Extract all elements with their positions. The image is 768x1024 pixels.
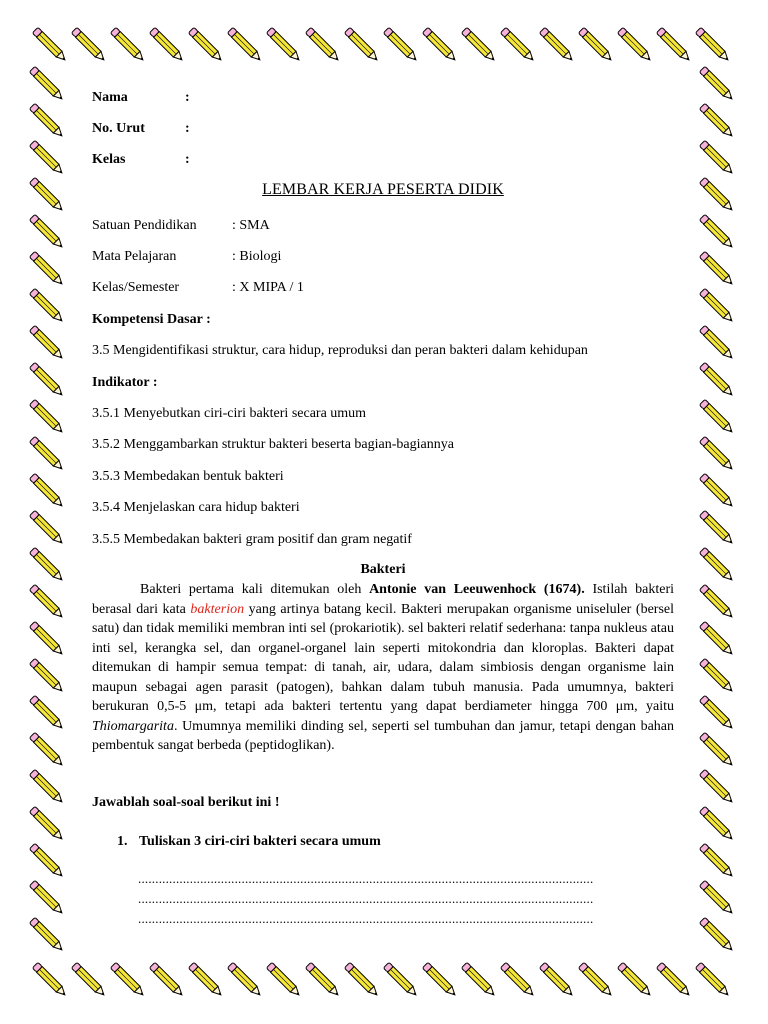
article-paragraph bbox=[92, 580, 674, 756]
pencil-icon bbox=[699, 325, 734, 360]
pencil-icon bbox=[227, 27, 262, 62]
worksheet-title: LEMBAR KERJA PESERTA DIDIK bbox=[262, 181, 504, 198]
pencil-icon bbox=[500, 962, 535, 997]
pencil-icon bbox=[29, 658, 64, 693]
pencil-icon bbox=[699, 880, 734, 915]
answer-line[interactable]: .................................................................................................................................... bbox=[138, 872, 594, 886]
pencil-icon bbox=[29, 288, 64, 323]
pencil-icon bbox=[699, 399, 734, 434]
pencil-icon bbox=[305, 27, 340, 62]
pencil-icon bbox=[422, 27, 457, 62]
kd-text: 3.5 Mengidentifikasi struktur, cara hidup, reproduksi dan peran bakteri dalam kehidupan bbox=[92, 343, 588, 358]
pencil-icon bbox=[699, 177, 734, 212]
pencil-icon bbox=[699, 140, 734, 175]
pencil-icon bbox=[266, 27, 301, 62]
term-bakterion: bakterion bbox=[190, 601, 245, 617]
pencil-icon bbox=[461, 962, 496, 997]
name-separator: : bbox=[185, 90, 190, 105]
pencil-icon bbox=[699, 806, 734, 841]
question-text: Tuliskan 3 ciri-ciri bakteri secara umum bbox=[139, 834, 381, 849]
pencil-icon bbox=[383, 962, 418, 997]
pencil-icon bbox=[539, 27, 574, 62]
pencil-icon bbox=[699, 843, 734, 878]
pencil-icon bbox=[29, 214, 64, 249]
indicator-item: 3.5.3 Membedakan bentuk bakteri bbox=[92, 469, 284, 484]
pencil-icon bbox=[699, 584, 734, 619]
pencil-icon bbox=[461, 27, 496, 62]
pencil-icon bbox=[29, 140, 64, 175]
name-label: Nama bbox=[92, 90, 128, 105]
article-text: Istilah bakteri berasal dari kata bbox=[92, 582, 675, 617]
pencil-icon bbox=[699, 251, 734, 286]
pencil-icon bbox=[305, 962, 340, 997]
indicator-item: 3.5.2 Menggambarkan struktur bakteri beserta bagian-bagiannya bbox=[92, 437, 454, 452]
indicator-heading: Indikator : bbox=[92, 375, 158, 390]
pencil-icon bbox=[344, 27, 379, 62]
info-value: : X MIPA / 1 bbox=[232, 280, 304, 295]
pencil-icon bbox=[422, 962, 457, 997]
pencil-icon bbox=[617, 962, 652, 997]
pencil-icon bbox=[699, 288, 734, 323]
pencil-icon bbox=[29, 362, 64, 397]
pencil-icon bbox=[29, 732, 64, 767]
answer-line[interactable]: .................................................................................................................................... bbox=[138, 892, 594, 906]
pencil-icon bbox=[699, 769, 734, 804]
pencil-icon bbox=[699, 732, 734, 767]
pencil-icon bbox=[29, 177, 64, 212]
class-separator: : bbox=[185, 152, 190, 167]
info-label: Mata Pelajaran bbox=[92, 249, 177, 264]
pencil-icon bbox=[227, 962, 262, 997]
pencil-icon bbox=[29, 917, 64, 952]
pencil-icon bbox=[29, 584, 64, 619]
pencil-icon bbox=[29, 66, 64, 101]
pencil-icon bbox=[188, 962, 223, 997]
pencil-icon bbox=[29, 843, 64, 878]
pencil-icon bbox=[110, 27, 145, 62]
genus-name: Thiomargarita bbox=[92, 718, 174, 734]
pencil-icon bbox=[699, 547, 734, 582]
pencil-icon bbox=[344, 962, 379, 997]
number-label: No. Urut bbox=[92, 121, 145, 136]
pencil-icon bbox=[699, 473, 734, 508]
pencil-icon bbox=[29, 880, 64, 915]
article-text: Bakteri pertama kali ditemukan oleh bbox=[140, 582, 362, 597]
pencil-icon bbox=[578, 27, 613, 62]
pencil-icon bbox=[149, 27, 184, 62]
pencil-icon bbox=[656, 27, 691, 62]
discoverer-name: Antonie van Leeuwenhock (1674). bbox=[369, 582, 585, 597]
pencil-icon bbox=[71, 27, 106, 62]
pencil-icon bbox=[383, 27, 418, 62]
article-text: . Umumnya memiliki dinding sel, seperti sel tumbuhan dan jamur, tetapi dengan bahan pembentuk sangat berbeda (peptidoglikan). bbox=[92, 718, 674, 753]
pencil-icon bbox=[29, 547, 64, 582]
pencil-icon bbox=[500, 27, 535, 62]
pencil-icon bbox=[71, 962, 106, 997]
pencil-icon bbox=[695, 27, 730, 62]
info-value: : SMA bbox=[232, 218, 270, 233]
pencil-icon bbox=[29, 695, 64, 730]
info-label: Kelas/Semester bbox=[92, 280, 180, 295]
pencil-icon bbox=[29, 251, 64, 286]
article-text: yang artinya batang kecil. Bakteri merupakan organisme uniseluler (bersel satu) dan tidak memiliki membran inti sel (prokariotik). sel bakteri relatif sederhana: tanpa nukleus atau inti sel, kerangka sel, dan organel-organel lain seperti mitokondria dan kloroplas. Bakteri dapat ditemukan di hampir semua tempat: di tanah, air, udara, dalam simbiosis dengan organisme lain maupun sebagai agen parasit (patogen), bahkan dalam tubuh manusia. Pada umumnya, bakteri berukuran 0,5-5 μm, tetapi ada bakteri tertentu yang dapat berdiameter hingga 700 μm, yaitu bbox=[92, 601, 674, 714]
indicator-item: 3.5.4 Menjelaskan cara hidup bakteri bbox=[92, 500, 300, 515]
pencil-icon bbox=[29, 621, 64, 656]
pencil-icon bbox=[29, 325, 64, 360]
pencil-icon bbox=[29, 510, 64, 545]
kd-heading: Kompetensi Dasar : bbox=[92, 312, 211, 327]
info-value: : Biologi bbox=[232, 249, 282, 264]
pencil-icon bbox=[29, 103, 64, 138]
pencil-icon bbox=[699, 103, 734, 138]
answer-line[interactable]: .................................................................................................................................... bbox=[138, 912, 594, 926]
pencil-icon bbox=[699, 621, 734, 656]
pencil-icon bbox=[29, 473, 64, 508]
pencil-icon bbox=[32, 962, 67, 997]
info-label: Satuan Pendidikan bbox=[92, 218, 197, 233]
pencil-icon bbox=[617, 27, 652, 62]
indicator-item: 3.5.1 Menyebutkan ciri-ciri bakteri secara umum bbox=[92, 406, 367, 421]
pencil-icon bbox=[699, 362, 734, 397]
pencil-icon bbox=[695, 962, 730, 997]
instruction: Jawablah soal-soal berikut ini ! bbox=[92, 795, 280, 810]
pencil-icon bbox=[188, 27, 223, 62]
pencil-icon bbox=[699, 436, 734, 471]
pencil-icon bbox=[699, 214, 734, 249]
pencil-icon bbox=[32, 27, 67, 62]
pencil-icon bbox=[29, 769, 64, 804]
pencil-icon bbox=[29, 806, 64, 841]
number-separator: : bbox=[185, 121, 190, 136]
pencil-icon bbox=[29, 399, 64, 434]
pencil-icon bbox=[578, 962, 613, 997]
pencil-icon bbox=[699, 658, 734, 693]
article-title: Bakteri bbox=[360, 562, 406, 577]
pencil-icon bbox=[29, 436, 64, 471]
question-number: 1. bbox=[117, 834, 128, 849]
pencil-icon bbox=[149, 962, 184, 997]
pencil-icon bbox=[110, 962, 145, 997]
pencil-icon bbox=[539, 962, 574, 997]
class-label: Kelas bbox=[92, 152, 126, 167]
indicator-item: 3.5.5 Membedakan bakteri gram positif dan gram negatif bbox=[92, 532, 412, 547]
pencil-icon bbox=[699, 695, 734, 730]
pencil-icon bbox=[699, 917, 734, 952]
pencil-icon bbox=[656, 962, 691, 997]
pencil-icon bbox=[266, 962, 301, 997]
pencil-icon bbox=[699, 66, 734, 101]
pencil-icon bbox=[699, 510, 734, 545]
